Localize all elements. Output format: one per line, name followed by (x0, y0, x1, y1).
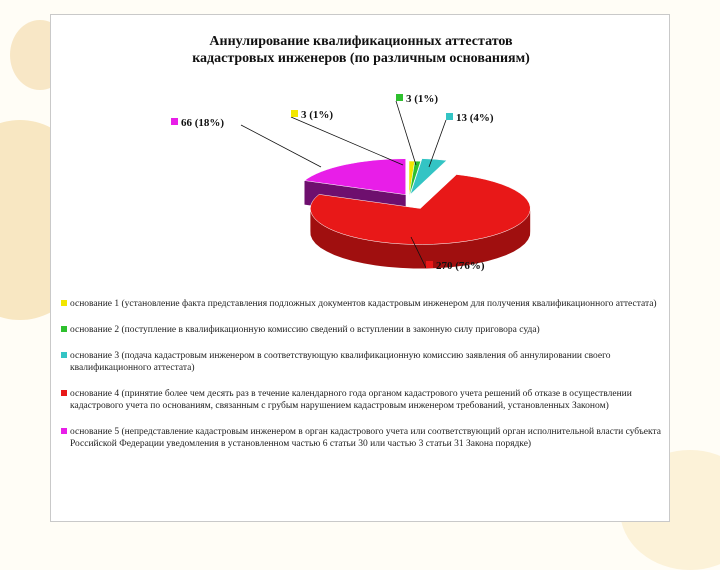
pie-chart (51, 15, 671, 275)
data-label: 66 (18%) (181, 117, 225, 129)
legend-swatch (61, 390, 67, 396)
data-label-swatch (171, 118, 178, 125)
chart-title-line2: кадастровых инженеров (по различным основаниям) (192, 51, 530, 66)
legend-label: основание 4 (принятие более чем десять раз в течение календарного года органом кадастрового учета решений об отказе в осуществлении кадастрового учета по основаниям, связанным с грубым нарушением кадастровым инженером требований, установленных Законом) (70, 389, 632, 411)
leader-line (396, 101, 416, 165)
legend-item (61, 324, 661, 336)
data-label-swatch (291, 110, 298, 117)
legend-label: основание 2 (поступление в квалификационную комиссию сведений о вступлении в законную силу приговора суда) (70, 325, 540, 335)
legend-item (61, 426, 661, 450)
leader-line (241, 125, 321, 167)
legend-swatch (61, 326, 67, 332)
legend-label: основание 5 (непредставление кадастровым инженером в орган кадастрового учета или соответствующий орган исполнительной власти субъекта Российской Федерации уведомления в установленном частью 6 статьи 30 или частью 3 статьи 31 Закона порядке) (70, 427, 661, 449)
legend-item (61, 350, 661, 374)
data-label: 13 (4%) (456, 112, 494, 124)
data-label-swatch (426, 261, 433, 268)
data-label: 270 (76%) (436, 260, 485, 272)
data-label: 3 (1%) (406, 93, 439, 105)
legend-swatch (61, 428, 67, 434)
chart-panel (50, 14, 670, 522)
chart-title-line1: Аннулирование квалификационных аттестатов (209, 34, 513, 49)
data-label-swatch (446, 113, 453, 120)
data-label-swatch (396, 94, 403, 101)
legend-label: основание 1 (установление факта представления подложных документов кадастровым инженером для получения квалификационного аттестата) (70, 299, 657, 309)
legend (61, 298, 661, 464)
legend-swatch (61, 352, 67, 358)
legend-label: основание 3 (подача кадастровым инженером в соответствующую квалификационную комиссию заявления об аннулировании своего квалификационного аттестата) (70, 351, 611, 373)
leader-line (291, 117, 403, 165)
data-label: 3 (1%) (301, 109, 334, 121)
legend-swatch (61, 300, 67, 306)
legend-item (61, 298, 661, 310)
legend-item (61, 388, 661, 412)
